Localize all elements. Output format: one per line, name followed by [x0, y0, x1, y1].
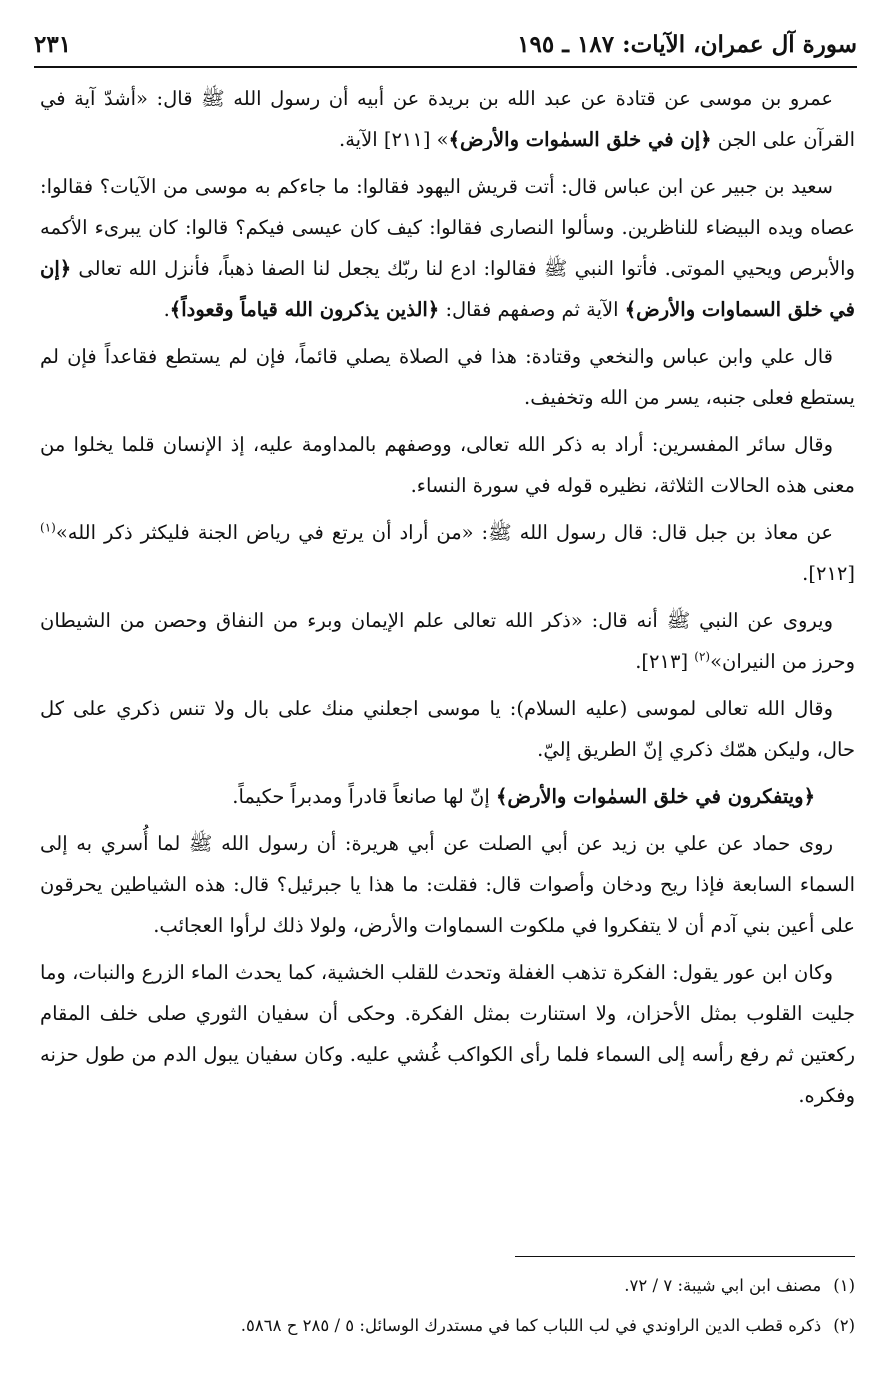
footnote-text: مصنف ابن ابي شيبة: ٧ / ٧٢.	[624, 1276, 822, 1295]
quran-verse: ﴿الذين يذكرون الله قياماً وقعوداً﴾	[169, 298, 440, 321]
text-run: روى حماد عن علي بن زيد عن أبي الصلت عن أبي هريرة: أن رسول الله ﷺ لما أُسري به إلى السماء السابعة فإذا ريح ودخان وأصوات قال: فقلت: ما هذا يا جبرئيل؟ قال: هذه الشياطين يحرقون على أعين بني آدم أن لا يتفكروا في ملكوت السماوات والأرض، ولولا ذلك لرأوا العجائب.	[40, 832, 855, 937]
running-title: سورة آل عمران، الآيات: ١٨٧ ـ ١٩٥	[517, 30, 857, 58]
paragraph	[40, 336, 855, 418]
footnote-text: ذكره قطب الدين الراوندي في لب اللباب كما في مستدرك الوسائل: ٥ / ٢٨٥ ح ٥٨٦٨.	[240, 1316, 822, 1335]
text-run: وكان ابن عور يقول: الفكرة تذهب الغفلة وتحدث للقلب الخشية، كما يحدث الماء الزرع والنبات، وما جليت القلوب بمثل الأحزان، ولا استنارت بمثل الفكرة. وحكى أن سفيان الثوري صلى خلف المقام ركعتين ثم رفع رأسه إلى السماء فلما رأى الكواكب غُشي عليه. وكان سفيان يبول الدم من طول حزنه وفكره.	[40, 961, 855, 1107]
text-run: .	[163, 298, 170, 321]
page-number: ٢٣١	[34, 30, 72, 58]
quran-verse: ﴿إن في خلق السمٰوات والأرض﴾	[448, 128, 712, 151]
paragraph	[40, 776, 855, 817]
paragraph	[40, 952, 855, 1116]
paragraph	[40, 688, 855, 770]
page-body	[40, 78, 855, 1122]
text-run: وقال سائر المفسرين: أراد به ذكر الله تعالى، ووصفهم بالمداومة عليه، إذ الإنسان قلما يخلوا من معنى هذه الحالات الثلاثة، نظيره قوله في سورة النساء.	[40, 433, 855, 497]
footnote	[40, 1266, 855, 1306]
text-run: [٢١٣].	[635, 650, 695, 673]
paragraph	[40, 424, 855, 506]
footnote-divider	[515, 1256, 855, 1257]
text-run: عمرو بن موسى عن قتادة عن عبد الله بن بريدة عن أبيه أن رسول الله ﷺ قال: «أشدّ آية في القرآن على الجن	[40, 87, 855, 151]
text-run: وقال الله تعالى لموسى (عليه السلام): يا موسى اجعلني منك على بال ولا تنس ذكري على كل حال، وليكن همّك ذكري إنّ الطريق إليّ.	[40, 697, 855, 761]
text-run: قال علي وابن عباس والنخعي وقتادة: هذا في الصلاة يصلي قائماً، فإن لم يستطع فقاعداً فإن لم يستطع فعلى جنبه، يسر من الله وتخفيف.	[40, 345, 855, 409]
footnote-marker[interactable]: (١)	[40, 520, 56, 535]
quran-verse: ﴿ويتفكرون في خلق السمٰوات والأرض﴾	[495, 785, 815, 808]
text-run: » [٢١١] الآية.	[339, 128, 449, 151]
text-run: سعيد بن جبير عن ابن عباس قال: أتت قريش اليهود فقالوا: ما جاءكم به موسى من الآيات؟ فقالوا: عصاه ويده البيضاء للناظرين. وسألوا النصارى فقالوا: كيف كان عيسى فيكم؟ قالوا: كان يبرىء الأكمه والأبرص ويحيي الموتى. فأتوا النبي ﷺ فقالوا: ادع لنا ربّك يجعل لنا الصفا ذهباً، فأنزل الله تعالى	[40, 175, 855, 280]
text-run: [٢١٢].	[802, 562, 855, 585]
footnote-number: (٢)	[833, 1316, 855, 1335]
text-run: عن معاذ بن جبل قال: قال رسول الله ﷺ: «من أراد أن يرتع في رياض الجنة فليكثر ذكر الله»	[55, 521, 833, 544]
page-header	[34, 22, 857, 68]
text-run: إنّ لها صانعاً قادراً ومدبراً حكيماً.	[232, 785, 496, 808]
paragraph	[40, 166, 855, 330]
footnote-number: (١)	[833, 1276, 855, 1295]
footnote-marker[interactable]: (٢)	[694, 649, 711, 664]
paragraph	[40, 512, 855, 594]
text-run: ويروى عن النبي ﷺ أنه قال: «ذكر الله تعالى علم الإيمان وبرء من النفاق وحصن من الشيطان وحرز من النيران»	[40, 609, 855, 673]
paragraph	[40, 823, 855, 946]
footnote	[40, 1306, 855, 1346]
paragraph	[40, 600, 855, 682]
paragraph	[40, 78, 855, 160]
quran-verse: ﴿إن في خلق السماوات والأرض﴾	[40, 257, 855, 321]
text-run: الآية ثم وصفهم فقال:	[439, 298, 625, 321]
footnotes	[40, 1266, 855, 1346]
